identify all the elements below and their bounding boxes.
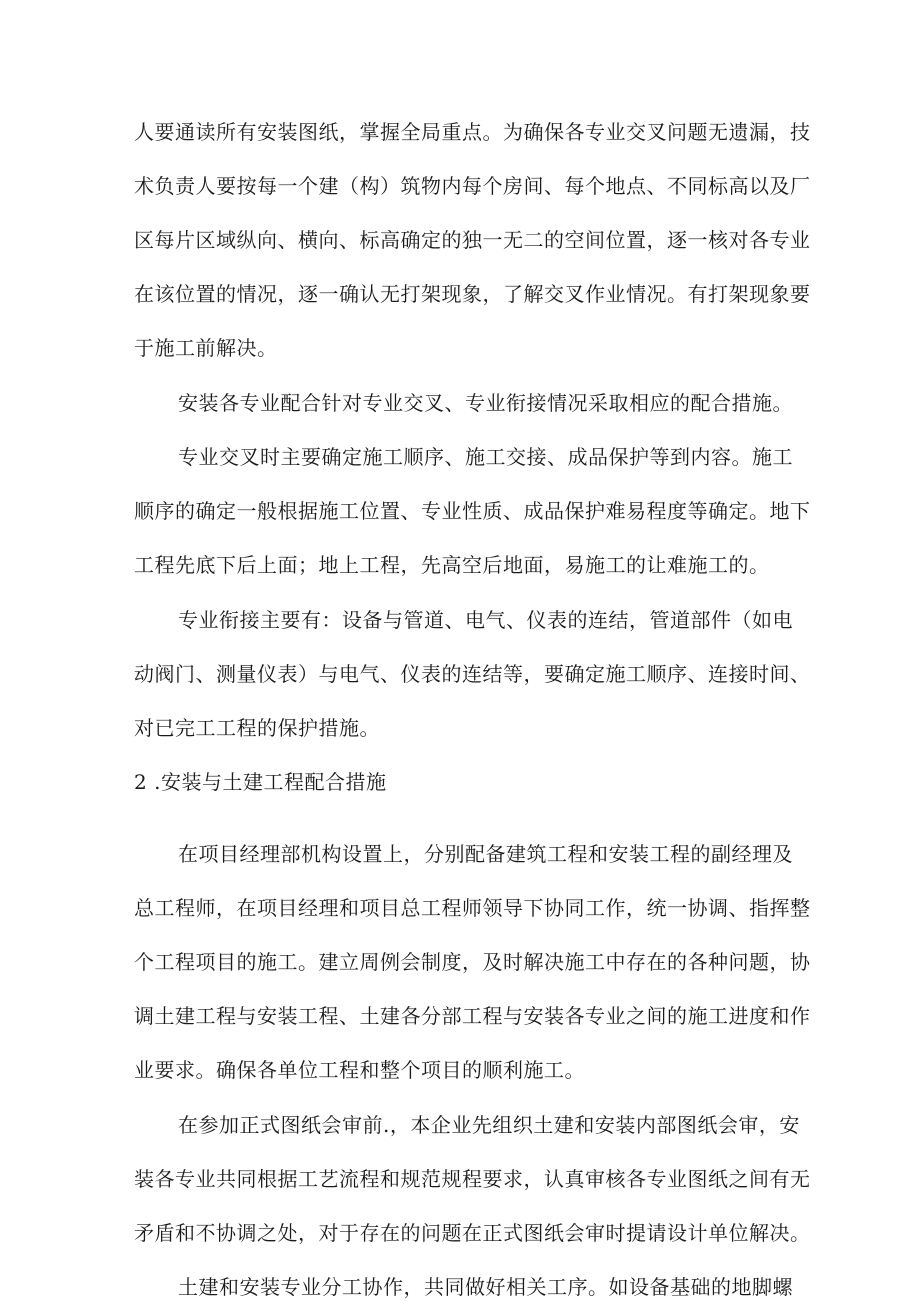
paragraph-4-line-3: 对已完工工程的保护措施。	[134, 716, 380, 740]
paragraph-5-line-4: 调土建工程与安装工程、土建各分部工程与安装各专业之间的施工进度和作	[134, 1004, 811, 1028]
paragraph-4-line-2: 动阀门、测量仪表）与电气、仪表的连结等，要确定施工顺序、连接时间、	[134, 662, 811, 686]
paragraph-1-line-1: 人要通读所有安装图纸，掌握全局重点。为确保各专业交叉问题无遗漏，技	[134, 120, 811, 144]
paragraph-6-line-2: 装各专业共同根据工艺流程和规范规程要求，认真审核各专业图纸之间有无	[134, 1167, 811, 1191]
paragraph-1-line-5: 于施工前解决。	[134, 336, 278, 360]
paragraph-5-line-2: 总工程师，在项目经理和项目总工程师领导下协同工作，统一协调、指挥整	[134, 896, 811, 920]
paragraph-5-line-3: 个工程项目的施工。建立周例会制度，及时解决施工中存在的各种问题，协	[134, 950, 811, 974]
paragraph-7-line-1: 土建和安装专业分工协作，共同做好相关工序。如设备基础的地脚螺	[178, 1275, 793, 1299]
paragraph-1-line-2: 术负责人要按每一个建（构）筑物内每个房间、每个地点、不同标高以及厂	[134, 174, 811, 198]
paragraph-5-line-1: 在项目经理部机构设置上，分别配备建筑工程和安装工程的副经理及	[178, 842, 793, 866]
paragraph-1-line-4: 在该位置的情况，逐一确认无打架现象，了解交叉作业情况。有打架现象要	[134, 282, 811, 306]
paragraph-3-line-2: 顺序的确定一般根据施工位置、专业性质、成品保护难易程度等确定。地下	[134, 499, 811, 523]
section-heading: 2 .安装与土建工程配合措施	[134, 770, 387, 794]
paragraph-6-line-3: 矛盾和不协调之处，对于存在的问题在正式图纸会审时提请设计单位解决。	[134, 1221, 811, 1245]
paragraph-4-line-1: 专业衔接主要有：设备与管道、电气、仪表的连结，管道部件（如电	[178, 608, 793, 632]
paragraph-3-line-1: 专业交叉时主要确定施工顺序、施工交接、成品保护等到内容。施工	[178, 445, 793, 469]
paragraph-3-line-3: 工程先底下后上面；地上工程，先高空后地面，易施工的让难施工的。	[134, 553, 770, 577]
paragraph-5-line-5: 业要求。确保各单位工程和整个项目的顺利施工。	[134, 1058, 585, 1082]
paragraph-6-line-1: 在参加正式图纸会审前.，本企业先组织土建和安装内部图纸会审，安	[178, 1113, 800, 1137]
paragraph-2-line-1: 安装各专业配合针对专业交叉、专业衔接情况采取相应的配合措施。	[178, 391, 793, 415]
paragraph-1-line-3: 区每片区域纵向、横向、标高确定的独一无二的空间位置，逐一核对各专业	[134, 228, 811, 252]
